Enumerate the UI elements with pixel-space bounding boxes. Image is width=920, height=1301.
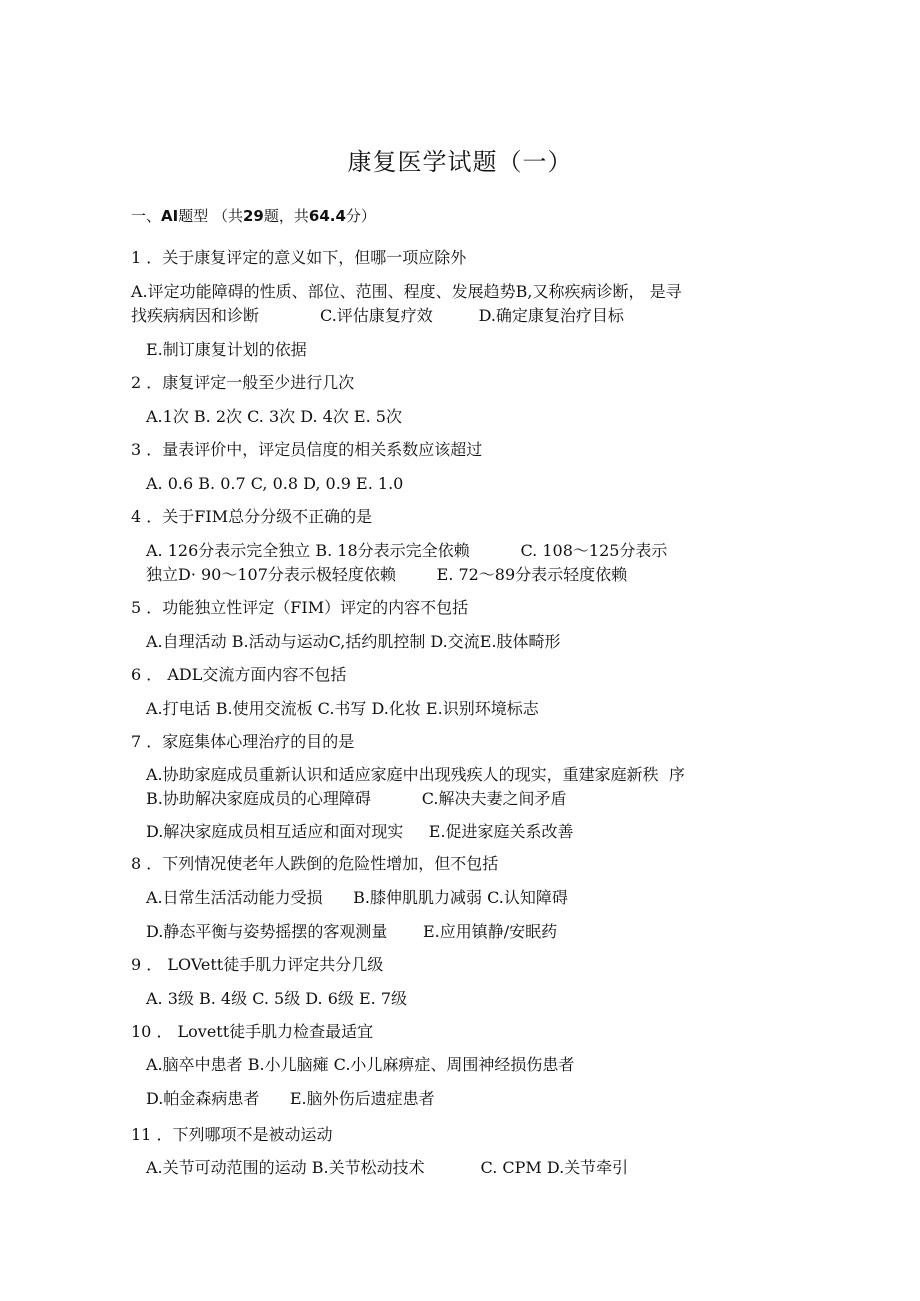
question-stem: 7 ．家庭集体心理治疗的目的是 xyxy=(131,732,355,751)
answer-options: A.自理活动 B.活动与运动C,括约肌控制 D.交流E.肢体畸形 xyxy=(146,632,561,651)
question-stem: 1 ．关于康复评定的意义如下，但哪一项应除外 xyxy=(131,248,467,267)
question-stem: 11 ．下列哪项不是被动运动 xyxy=(131,1125,333,1144)
answer-options: 找疾病病因和诊断 C.评估康复疗效 D.确定康复治疗目标 xyxy=(131,306,624,325)
answer-options: E.制订康复计划的依据 xyxy=(146,340,307,359)
answer-options: A.协助家庭成员重新认识和适应家庭中出现残疾人的现实，重建家庭新秩 序 xyxy=(146,765,685,784)
section-label: 题型 （共 xyxy=(178,207,243,225)
question-stem: 2 ．康复评定一般至少进行几次 xyxy=(131,373,355,392)
question-stem: 4 ．关于FIM总分分级不正确的是 xyxy=(131,507,373,526)
question-count: 29 xyxy=(243,207,264,225)
section-prefix: 一、 xyxy=(131,207,162,225)
answer-options: A. 126分表示完全独立 B. 18分表示完全依赖 C. 108～125分表示 xyxy=(146,541,668,560)
answer-options: A. 3级 B. 4级 C. 5级 D. 6级 E. 7级 xyxy=(146,989,408,1008)
answer-options: D.解决家庭成员相互适应和面对现实 E.促进家庭关系改善 xyxy=(146,822,574,841)
answer-options: B.协助解决家庭成员的心理障碍 C.解决夫妻之间矛盾 xyxy=(146,789,567,808)
question-stem: 8 ．下列情况使老年人跌倒的危险性增加，但不包括 xyxy=(131,854,499,873)
answer-options: A.日常生活活动能力受损 B.膝伸肌肌力减弱 C.认知障碍 xyxy=(146,888,568,907)
answer-options: A.关节可动范围的运动 B.关节松动技术 C. CPM D.关节牵引 xyxy=(146,1158,629,1177)
answer-options: A.打电话 B.使用交流板 C.书写 D.化妆 E.识别环境标志 xyxy=(146,699,539,718)
question-stem: 10 ． Lovett徒手肌力检查最适宜 xyxy=(131,1022,374,1041)
section-suffix: 分） xyxy=(345,207,376,225)
question-stem: 5 ．功能独立性评定（FIM）评定的内容不包括 xyxy=(131,598,469,617)
answer-options: A.脑卒中患者 B.小儿脑瘫 C.小儿麻痹症、周围神经损伤患者 xyxy=(146,1055,575,1074)
answer-options: D.静态平衡与姿势摇摆的客观测量 E.应用镇静/安眠药 xyxy=(146,922,558,941)
answer-options: A. 0.6 B. 0.7 C, 0.8 D, 0.9 E. 1.0 xyxy=(146,474,404,493)
answer-options: A.评定功能障碍的性质、部位、范围、程度、发展趋势B,又称疾病诊断， 是寻 xyxy=(131,282,682,301)
answer-options: D.帕金森病患者 E.脑外伤后遗症患者 xyxy=(146,1089,435,1108)
question-stem: 9 ． LOVett徒手肌力评定共分几级 xyxy=(131,955,384,974)
page-title: 康复医学试题（一） xyxy=(347,148,573,176)
section-header xyxy=(131,205,376,226)
answer-options: 独立D· 90～107分表示极轻度依赖 E. 72～89分表示轻度依赖 xyxy=(146,565,628,584)
section-type: AI xyxy=(161,207,179,225)
question-stem: 3 ．量表评价中，评定员信度的相关系数应该超过 xyxy=(131,440,483,459)
total-score: 64.4 xyxy=(308,207,346,225)
question-stem: 6 ． ADL交流方面内容不包括 xyxy=(131,665,347,684)
answer-options: A.1次 B. 2次 C. 3次 D. 4次 E. 5次 xyxy=(146,407,402,426)
section-mid: 题，共 xyxy=(263,207,309,225)
